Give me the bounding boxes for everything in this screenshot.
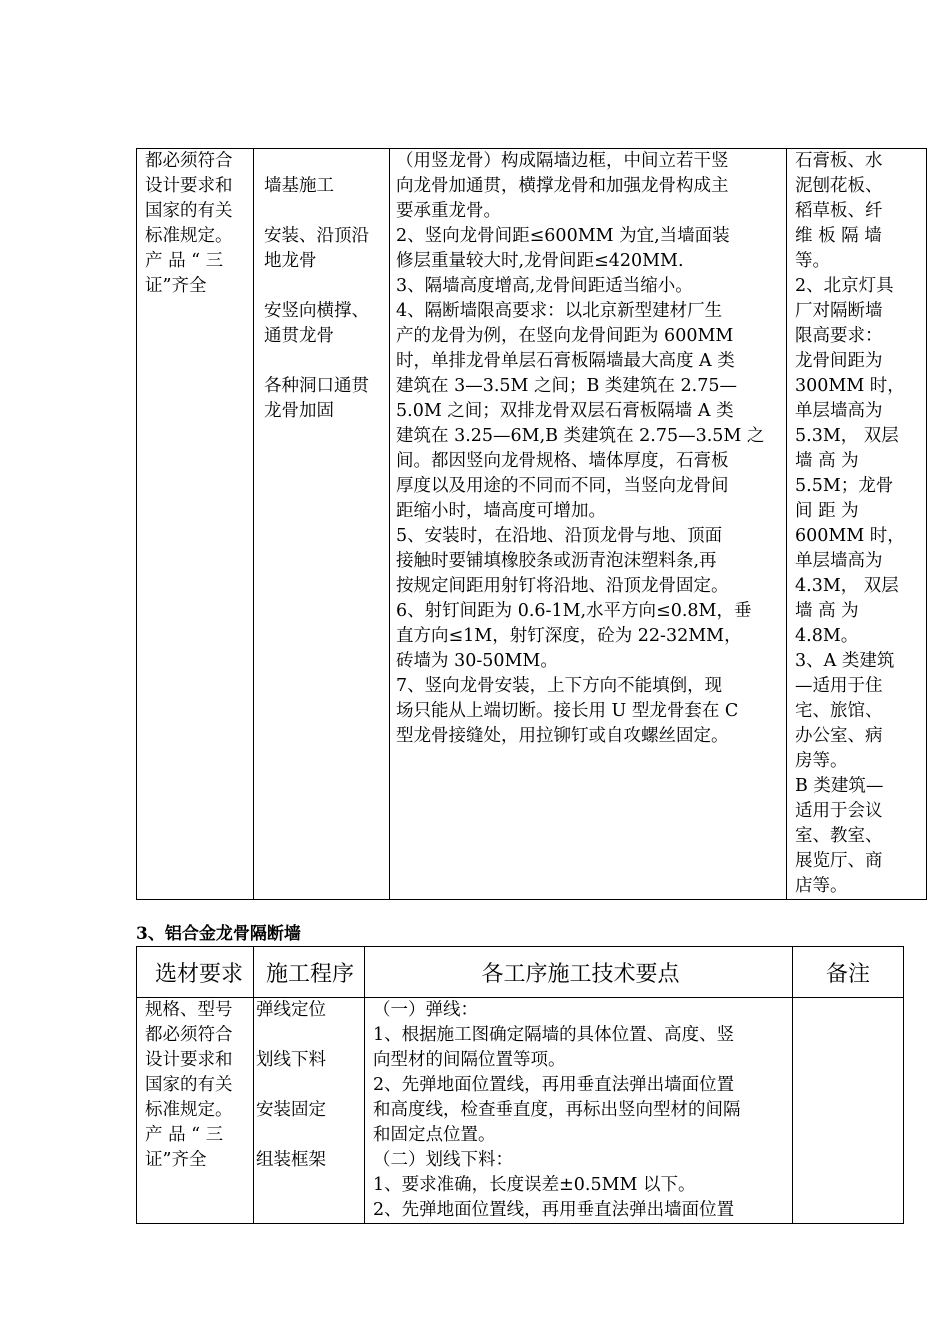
procedure-steps (264, 149, 389, 424)
text-line: 宅、旅馆、 (795, 701, 883, 721)
text-line: 规格、型号 (145, 1000, 233, 1020)
technical-points-cell (365, 998, 793, 1224)
technical-points-cell (390, 149, 787, 900)
text-line: 都必须符合 (145, 151, 233, 171)
text-line: 5.5M；龙骨 (795, 476, 894, 496)
procedure-step: 组装框架 (256, 1150, 326, 1170)
header-technical-points: 各工序施工技术要点 (365, 947, 793, 998)
technical-points-text (373, 998, 788, 1223)
text-line: 限高要求： (795, 326, 883, 346)
text-line: 2、北京灯具 (795, 276, 894, 296)
table-row (137, 149, 927, 900)
text-line: 店等。 (795, 876, 848, 896)
material-requirements-cell (137, 149, 254, 900)
text-line: 2、先弹地面位置线，再用垂直法弹出墙面位置 (373, 1200, 735, 1220)
material-requirements-text (145, 998, 253, 1173)
procedure-step-line: 通贯龙骨 (264, 326, 334, 346)
text-line: 1、根据施工图确定隔墙的具体位置、高度、竖 (373, 1025, 735, 1045)
text-line: —适用于住 (795, 676, 883, 696)
text-line: 房等。 (795, 751, 848, 771)
text-line: 龙骨间距为 (795, 351, 883, 371)
text-line: 3、隔墙高度增高,龙骨间距适当缩小。 (396, 276, 693, 296)
text-line: 设计要求和 (145, 1050, 233, 1070)
procedure-step-line: 墙基施工 (264, 176, 334, 196)
text-line: 直方向≤1M，射钉深度，砼为 22-32MM， (396, 626, 742, 646)
text-line: 接触时要铺填橡胶条或沥青泡沫塑料条,再 (396, 551, 717, 571)
text-line: 300MM 时， (795, 376, 905, 396)
procedure-step (264, 374, 389, 424)
procedure-cell (254, 149, 390, 900)
header-remarks: 备注 (793, 947, 904, 998)
text-line: 产 品 “ 三 (145, 251, 224, 271)
text-line: 泥刨花板、 (795, 176, 883, 196)
text-line: 4.3M， 双层 (795, 576, 899, 596)
text-line: 稻草板、纤 (795, 201, 883, 221)
text-line: 建筑在 3—3.5M 之间；B 类建筑在 2.75— (396, 376, 737, 396)
table-header-row (137, 947, 904, 998)
text-line: 600MM 时， (795, 526, 905, 546)
text-line: 4、隔断墙限高要求：以北京新型建材厂生 (396, 301, 723, 321)
procedure-step-line: 安装、沿顶沿 (264, 226, 369, 246)
text-line: 维 板 隔 墙 (795, 226, 882, 246)
text-line: 1、要求准确，长度误差±0.5MM 以下。 (373, 1175, 696, 1195)
text-line: 设计要求和 (145, 176, 233, 196)
text-line: 室、教室、 (795, 826, 883, 846)
procedure-step: 划线下料 (256, 1050, 326, 1070)
text-line: （一）弹线： (373, 1000, 478, 1020)
material-requirements-cell (137, 998, 254, 1224)
remarks-cell (793, 998, 904, 1224)
material-requirements-text (145, 149, 253, 299)
procedure-step-line: 各种洞口通贯 (264, 376, 369, 396)
text-line: （二）划线下料： (373, 1150, 513, 1170)
text-line: 按规定间距用射钉将沿地、沿顶龙骨固定。 (396, 576, 729, 596)
procedure-step: 安装固定 (256, 1100, 326, 1120)
technical-points-text (396, 149, 782, 749)
text-line: 等。 (795, 251, 830, 271)
text-line: 标准规定。 (145, 226, 233, 246)
text-line: 证”齐全 (145, 1150, 207, 1170)
text-line: 修层重量较大时,龙骨间距≤420MM. (396, 251, 684, 271)
text-line: 3、A 类建筑 (795, 651, 895, 671)
text-line: 向型材的间隔位置等项。 (373, 1050, 566, 1070)
procedure-step: 弹线定位 (256, 1000, 326, 1020)
procedure-step (264, 224, 389, 274)
procedure-step (264, 299, 389, 349)
procedure-step-line: 地龙骨 (264, 251, 317, 271)
text-line: 建筑在 3.25—6M,B 类建筑在 2.75—3.5M 之 (396, 426, 765, 446)
header-construction-procedure: 施工程序 (254, 947, 365, 998)
text-line: 办公室、病 (795, 726, 883, 746)
procedure-step-line: 龙骨加固 (264, 401, 334, 421)
text-line: 砖墙为 30-50MM。 (396, 651, 558, 671)
text-line: 4.8M。 (795, 626, 859, 646)
text-line: 国家的有关 (145, 1075, 233, 1095)
text-line: 场只能从上端切断。接长用 U 型龙骨套在 C (396, 701, 739, 721)
text-line: 展览厅、商 (795, 851, 883, 871)
text-line: 7、竖向龙骨安装，上下方向不能填倒，现 (396, 676, 723, 696)
header-material-requirements: 选材要求 (137, 947, 254, 998)
procedure-step-line: 安竖向横撑、 (264, 301, 369, 321)
remarks-text (795, 149, 920, 899)
text-line: 间 距 为 (795, 501, 859, 521)
table-light-steel-partition-continued (136, 148, 927, 900)
text-line: 厚度以及用途的不同而不同，当竖向龙骨间 (396, 476, 729, 496)
table-row (137, 998, 904, 1224)
text-line: 国家的有关 (145, 201, 233, 221)
text-line: 单层墙高为 (795, 401, 883, 421)
table-aluminum-partition (136, 946, 904, 1224)
text-line: 5.0M 之间；双排龙骨双层石膏板隔墙 A 类 (396, 401, 734, 421)
procedure-cell (254, 998, 365, 1224)
section-heading: 3、铝合金龙骨隔断墙 (136, 924, 301, 944)
procedure-steps (256, 998, 364, 1173)
text-line: 时，单排龙骨单层石膏板隔墙最大高度 A 类 (396, 351, 735, 371)
text-line: 5.3M， 双层 (795, 426, 899, 446)
text-line: 都必须符合 (145, 1025, 233, 1045)
text-line: 和固定点位置。 (373, 1125, 496, 1145)
text-line: 标准规定。 (145, 1100, 233, 1120)
text-line: 石膏板、水 (795, 151, 883, 171)
text-line: 型龙骨接缝处，用拉铆钉或自攻螺丝固定。 (396, 726, 729, 746)
text-line: （用竖龙骨）构成隔墙边框，中间立若干竖 (396, 151, 729, 171)
text-line: 证”齐全 (145, 276, 207, 296)
text-line: 和高度线，检查垂直度，再标出竖向型材的间隔 (373, 1100, 741, 1120)
text-line: 6、射钉间距为 0.6-1M,水平方向≤0.8M，垂 (396, 601, 752, 621)
text-line: 5、安装时，在沿地、沿顶龙骨与地、顶面 (396, 526, 723, 546)
text-line: 墙 高 为 (795, 451, 859, 471)
text-line: 单层墙高为 (795, 551, 883, 571)
text-line: 间。都因竖向龙骨规格、墙体厚度，石膏板 (396, 451, 729, 471)
text-line: 2、先弹地面位置线，再用垂直法弹出墙面位置 (373, 1075, 735, 1095)
text-line: 要承重龙骨。 (396, 201, 501, 221)
text-line: 墙 高 为 (795, 601, 859, 621)
text-line: 产 品 “ 三 (145, 1125, 224, 1145)
text-line: 距缩小时，墙高度可增加。 (396, 501, 606, 521)
text-line: 厂对隔断墙 (795, 301, 883, 321)
procedure-step (264, 174, 389, 199)
remarks-cell (787, 149, 927, 900)
text-line: B 类建筑— (795, 776, 884, 796)
text-line: 产的龙骨为例，在竖向龙骨间距为 600MM (396, 326, 734, 346)
text-line: 适用于会议 (795, 801, 883, 821)
text-line: 2、竖向龙骨间距≤600MM 为宜,当墙面装 (396, 226, 730, 246)
text-line: 向龙骨加通贯，横撑龙骨和加强龙骨构成主 (396, 176, 729, 196)
